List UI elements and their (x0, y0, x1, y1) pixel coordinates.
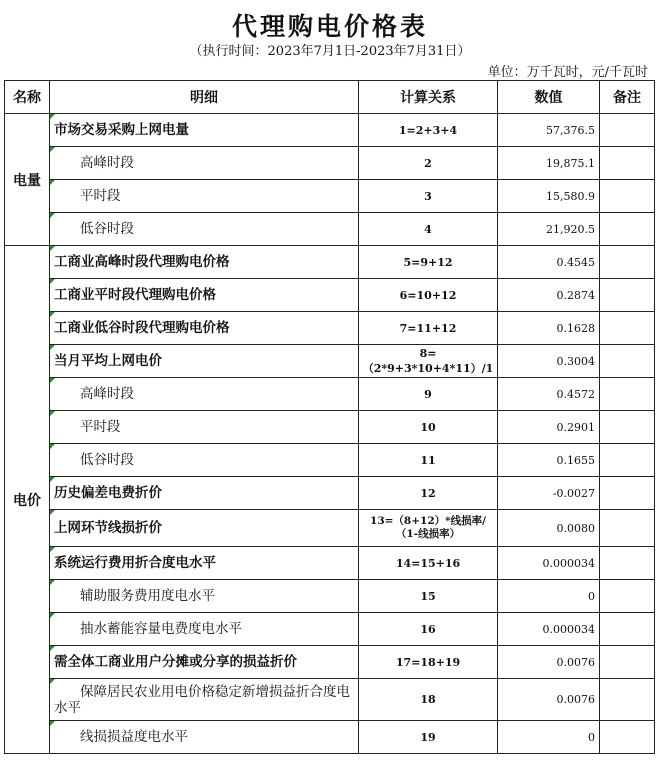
row-value: 0.0076 (498, 646, 600, 679)
header-note: 备注 (600, 81, 655, 114)
unit-label: 单位：万千瓦时，元/千瓦时 (487, 65, 648, 80)
row-detail: 低谷时段 (50, 213, 359, 246)
row-calc: 18 (359, 679, 498, 721)
row-note (600, 580, 655, 613)
table-row (5, 411, 655, 444)
row-value: 0 (498, 721, 600, 754)
row-value: 0.3004 (498, 345, 600, 378)
table-row (5, 646, 655, 679)
table-row (5, 721, 655, 754)
row-calc: 15 (359, 580, 498, 613)
page-title: 代理购电价格表 (231, 12, 428, 41)
header-value: 数值 (498, 81, 600, 114)
table-row (5, 213, 655, 246)
row-note (600, 411, 655, 444)
row-calc: 2 (359, 147, 498, 180)
row-detail: 高峰时段 (50, 147, 359, 180)
row-value: 0 (498, 580, 600, 613)
row-detail: 当月平均上网电价 (50, 345, 359, 378)
table-row (5, 114, 655, 147)
row-detail: 市场交易采购上网电量 (50, 114, 359, 147)
row-value: 21,920.5 (498, 213, 600, 246)
table-row (5, 580, 655, 613)
table-row (5, 378, 655, 411)
header-calc: 计算关系 (359, 81, 498, 114)
table-row (5, 345, 655, 378)
row-value: 0.000034 (498, 613, 600, 646)
row-note (600, 279, 655, 312)
row-note (600, 246, 655, 279)
row-calc (359, 510, 498, 547)
table-row (5, 510, 655, 547)
row-calc-line-1: 13=（8+12）*线损率/ (370, 515, 486, 527)
row-detail: 需全体工商业用户分摊或分享的损益折价 (50, 646, 359, 679)
table-row (5, 246, 655, 279)
row-note (600, 444, 655, 477)
row-value: -0.0027 (498, 477, 600, 510)
effective-period: （执行时间：2023年7月1日-2023年7月31日） (189, 44, 471, 59)
row-value: 0.1628 (498, 312, 600, 345)
row-calc: 14=15+16 (359, 547, 498, 580)
row-calc-line-2: （1-线损率） (395, 528, 461, 540)
table-row (5, 679, 655, 721)
table-row (5, 147, 655, 180)
row-calc: 7=11+12 (359, 312, 498, 345)
row-value: 0.0076 (498, 679, 600, 721)
row-detail: 保障居民农业用电价格稳定新增损益折合度电水平 (50, 679, 359, 721)
row-detail: 工商业平时段代理购电价格 (50, 279, 359, 312)
row-note (600, 721, 655, 754)
row-calc: 9 (359, 378, 498, 411)
section-price: 电价 (5, 246, 50, 754)
row-detail: 平时段 (50, 180, 359, 213)
row-value: 0.1655 (498, 444, 600, 477)
table-row (5, 477, 655, 510)
table-row (5, 613, 655, 646)
row-calc: 11 (359, 444, 498, 477)
row-value: 0.4545 (498, 246, 600, 279)
header-name: 名称 (5, 81, 50, 114)
row-note (600, 646, 655, 679)
table-row (5, 444, 655, 477)
row-detail: 辅助服务费用度电水平 (50, 580, 359, 613)
table-header-row (5, 81, 655, 114)
row-calc: 8=（2*9+3*10+4*11）/1 (359, 345, 498, 378)
row-value: 19,875.1 (498, 147, 600, 180)
row-value: 57,376.5 (498, 114, 600, 147)
section-electricity: 电量 (5, 114, 50, 246)
row-calc: 6=10+12 (359, 279, 498, 312)
row-note (600, 547, 655, 580)
row-value: 0.000034 (498, 547, 600, 580)
row-calc: 3 (359, 180, 498, 213)
row-note (600, 345, 655, 378)
row-detail: 历史偏差电费折价 (50, 477, 359, 510)
row-detail: 抽水蓄能容量电费度电水平 (50, 613, 359, 646)
row-calc: 1=2+3+4 (359, 114, 498, 147)
row-detail: 工商业低谷时段代理购电价格 (50, 312, 359, 345)
header-detail: 明细 (50, 81, 359, 114)
table-row (5, 180, 655, 213)
row-calc: 19 (359, 721, 498, 754)
row-note (600, 213, 655, 246)
table-row (5, 547, 655, 580)
row-calc: 16 (359, 613, 498, 646)
row-detail: 工商业高峰时段代理购电价格 (50, 246, 359, 279)
row-value: 0.2901 (498, 411, 600, 444)
row-value: 0.0080 (498, 510, 600, 547)
row-note (600, 378, 655, 411)
row-value: 15,580.9 (498, 180, 600, 213)
table-row (5, 279, 655, 312)
row-calc: 12 (359, 477, 498, 510)
row-note (600, 147, 655, 180)
price-table (4, 80, 655, 754)
row-note (600, 114, 655, 147)
table-row (5, 312, 655, 345)
row-detail: 上网环节线损折价 (50, 510, 359, 547)
row-detail: 低谷时段 (50, 444, 359, 477)
row-calc: 5=9+12 (359, 246, 498, 279)
row-note (600, 613, 655, 646)
row-calc: 10 (359, 411, 498, 444)
row-note (600, 679, 655, 721)
row-detail: 系统运行费用折合度电水平 (50, 547, 359, 580)
row-value: 0.2874 (498, 279, 600, 312)
row-calc: 17=18+19 (359, 646, 498, 679)
row-note (600, 477, 655, 510)
row-note (600, 180, 655, 213)
row-note (600, 510, 655, 547)
row-detail: 平时段 (50, 411, 359, 444)
row-detail: 线损损益度电水平 (50, 721, 359, 754)
row-detail: 高峰时段 (50, 378, 359, 411)
row-note (600, 312, 655, 345)
row-calc: 4 (359, 213, 498, 246)
row-value: 0.4572 (498, 378, 600, 411)
